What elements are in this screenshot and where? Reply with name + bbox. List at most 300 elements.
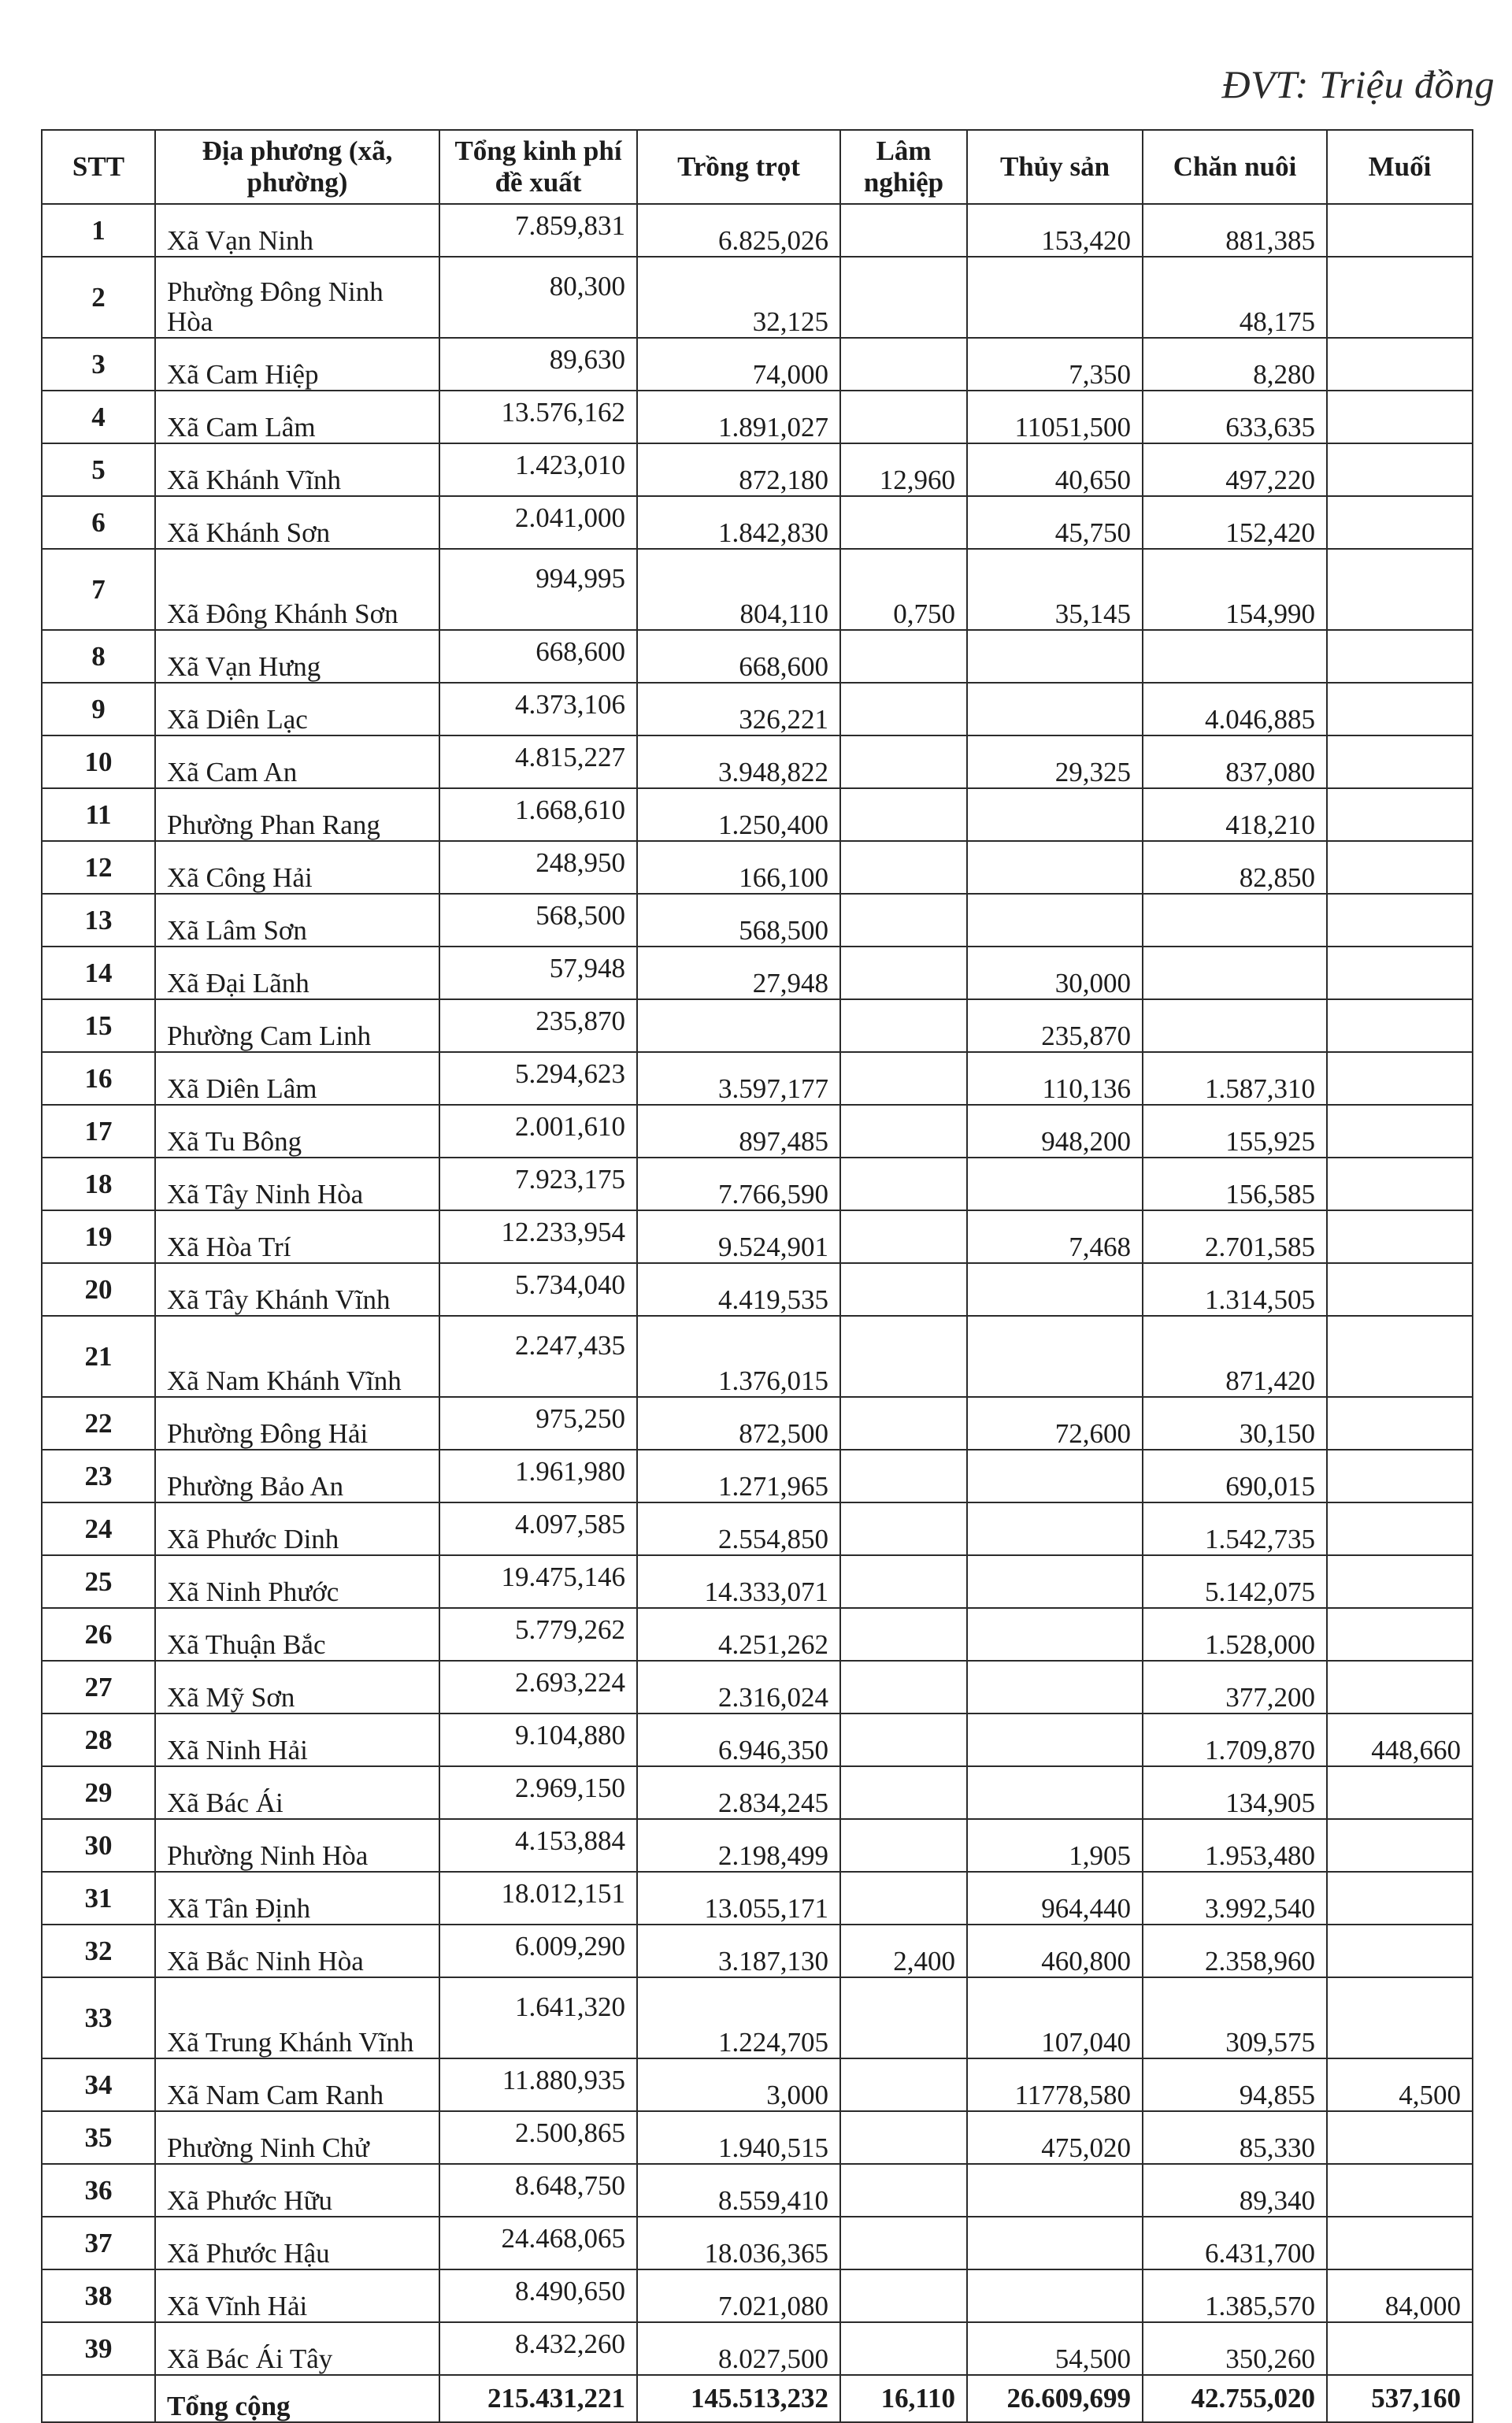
row-locality: Xã Tu Bông	[155, 1105, 439, 1158]
row-livestock	[1143, 894, 1327, 947]
row-aquaculture: 29,325	[967, 735, 1143, 788]
row-locality: Xã Diên Lâm	[155, 1052, 439, 1105]
row-total-proposed: 568,500	[439, 894, 637, 947]
row-locality: Xã Thuận Bắc	[155, 1608, 439, 1661]
row-salt	[1327, 1502, 1473, 1555]
row-total-proposed: 7.859,831	[439, 204, 637, 257]
row-livestock: 155,925	[1143, 1105, 1327, 1158]
row-stt: 24	[42, 1502, 155, 1555]
row-stt: 37	[42, 2217, 155, 2269]
row-total-proposed: 80,300	[439, 257, 637, 338]
row-crops: 8.027,500	[637, 2322, 840, 2375]
table-row	[42, 1210, 1473, 1263]
row-forestry	[840, 1105, 967, 1158]
table-row	[42, 204, 1473, 257]
row-crops: 1.250,400	[637, 788, 840, 841]
row-forestry	[840, 1977, 967, 2058]
table-row	[42, 947, 1473, 999]
row-aquaculture: 235,870	[967, 999, 1143, 1052]
row-stt: 16	[42, 1052, 155, 1105]
table-row	[42, 841, 1473, 894]
total-stt	[42, 2375, 155, 2422]
row-total-proposed: 994,995	[439, 549, 637, 630]
row-livestock: 1.542,735	[1143, 1502, 1327, 1555]
row-locality: Phường Cam Linh	[155, 999, 439, 1052]
header-locality: Địa phương (xã, phường)	[155, 130, 439, 204]
row-livestock: 2.701,585	[1143, 1210, 1327, 1263]
row-locality: Xã Ninh Hải	[155, 1714, 439, 1766]
row-total-proposed: 5.294,623	[439, 1052, 637, 1105]
row-total-proposed: 1.668,610	[439, 788, 637, 841]
row-total-proposed: 248,950	[439, 841, 637, 894]
row-forestry	[840, 1661, 967, 1714]
row-salt	[1327, 1397, 1473, 1450]
row-total-proposed: 24.468,065	[439, 2217, 637, 2269]
row-stt: 35	[42, 2111, 155, 2164]
row-total-proposed: 1.423,010	[439, 443, 637, 496]
table-row	[42, 1819, 1473, 1872]
total-row	[42, 2375, 1473, 2422]
row-livestock: 881,385	[1143, 204, 1327, 257]
row-locality: Xã Diên Lạc	[155, 683, 439, 735]
row-forestry	[840, 683, 967, 735]
row-total-proposed: 8.432,260	[439, 2322, 637, 2375]
row-livestock: 4.046,885	[1143, 683, 1327, 735]
table-row	[42, 1263, 1473, 1316]
row-crops: 4.419,535	[637, 1263, 840, 1316]
row-forestry	[840, 1766, 967, 1819]
row-crops: 3.597,177	[637, 1052, 840, 1105]
row-forestry	[840, 1158, 967, 1210]
row-salt	[1327, 1872, 1473, 1925]
row-total-proposed: 5.779,262	[439, 1608, 637, 1661]
row-aquaculture: 11051,500	[967, 391, 1143, 443]
row-total-proposed: 2.500,865	[439, 2111, 637, 2164]
row-stt: 32	[42, 1925, 155, 1977]
row-stt: 38	[42, 2269, 155, 2322]
row-total-proposed: 668,600	[439, 630, 637, 683]
row-salt	[1327, 999, 1473, 1052]
row-livestock: 3.992,540	[1143, 1872, 1327, 1925]
row-salt	[1327, 2111, 1473, 2164]
row-forestry	[840, 999, 967, 1052]
row-salt	[1327, 1316, 1473, 1397]
row-locality: Xã Bác Ái	[155, 1766, 439, 1819]
row-livestock: 82,850	[1143, 841, 1327, 894]
row-locality: Phường Đông Hải	[155, 1397, 439, 1450]
row-stt: 17	[42, 1105, 155, 1158]
row-total-proposed: 89,630	[439, 338, 637, 391]
row-total-proposed: 8.648,750	[439, 2164, 637, 2217]
row-forestry	[840, 630, 967, 683]
row-locality: Xã Vạn Ninh	[155, 204, 439, 257]
row-salt	[1327, 1925, 1473, 1977]
row-stt: 22	[42, 1397, 155, 1450]
row-aquaculture: 964,440	[967, 1872, 1143, 1925]
row-livestock: 1.587,310	[1143, 1052, 1327, 1105]
row-aquaculture: 45,750	[967, 496, 1143, 549]
table-row	[42, 338, 1473, 391]
row-aquaculture	[967, 1263, 1143, 1316]
row-salt	[1327, 1450, 1473, 1502]
row-locality: Xã Lâm Sơn	[155, 894, 439, 947]
row-locality: Xã Tân Định	[155, 1872, 439, 1925]
row-aquaculture: 7,468	[967, 1210, 1143, 1263]
row-forestry	[840, 1714, 967, 1766]
row-stt: 31	[42, 1872, 155, 1925]
row-locality: Phường Phan Rang	[155, 788, 439, 841]
row-forestry	[840, 1397, 967, 1450]
row-livestock: 633,635	[1143, 391, 1327, 443]
row-stt: 15	[42, 999, 155, 1052]
row-aquaculture	[967, 1555, 1143, 1608]
row-aquaculture	[967, 1502, 1143, 1555]
row-locality: Xã Trung Khánh Vĩnh	[155, 1977, 439, 2058]
row-stt: 8	[42, 630, 155, 683]
row-aquaculture	[967, 257, 1143, 338]
row-salt	[1327, 1819, 1473, 1872]
row-total-proposed: 12.233,954	[439, 1210, 637, 1263]
row-total-proposed: 6.009,290	[439, 1925, 637, 1977]
table-row	[42, 2058, 1473, 2111]
row-stt: 36	[42, 2164, 155, 2217]
row-crops: 1.224,705	[637, 1977, 840, 2058]
row-locality: Xã Phước Dinh	[155, 1502, 439, 1555]
row-crops: 9.524,901	[637, 1210, 840, 1263]
row-aquaculture	[967, 1766, 1143, 1819]
row-aquaculture: 7,350	[967, 338, 1143, 391]
table-row	[42, 257, 1473, 338]
table-row	[42, 630, 1473, 683]
table-row	[42, 683, 1473, 735]
table-row	[42, 549, 1473, 630]
row-crops: 3,000	[637, 2058, 840, 2111]
table-row	[42, 1555, 1473, 1608]
row-aquaculture: 54,500	[967, 2322, 1143, 2375]
row-livestock: 30,150	[1143, 1397, 1327, 1450]
row-salt	[1327, 1766, 1473, 1819]
table-row	[42, 1925, 1473, 1977]
row-crops: 872,180	[637, 443, 840, 496]
row-locality: Xã Mỹ Sơn	[155, 1661, 439, 1714]
row-stt: 1	[42, 204, 155, 257]
row-livestock	[1143, 999, 1327, 1052]
row-stt: 5	[42, 443, 155, 496]
row-crops: 32,125	[637, 257, 840, 338]
row-salt: 448,660	[1327, 1714, 1473, 1766]
row-aquaculture: 72,600	[967, 1397, 1143, 1450]
table-row	[42, 1502, 1473, 1555]
table-row	[42, 1608, 1473, 1661]
row-aquaculture: 1,905	[967, 1819, 1143, 1872]
table-row	[42, 788, 1473, 841]
row-salt	[1327, 257, 1473, 338]
row-crops: 74,000	[637, 338, 840, 391]
row-locality: Xã Đông Khánh Sơn	[155, 549, 439, 630]
row-salt	[1327, 496, 1473, 549]
row-stt: 23	[42, 1450, 155, 1502]
row-livestock: 89,340	[1143, 2164, 1327, 2217]
row-stt: 2	[42, 257, 155, 338]
row-crops: 668,600	[637, 630, 840, 683]
row-aquaculture	[967, 894, 1143, 947]
table-row	[42, 1872, 1473, 1925]
row-forestry	[840, 1210, 967, 1263]
row-salt	[1327, 947, 1473, 999]
row-stt: 6	[42, 496, 155, 549]
row-total-proposed: 9.104,880	[439, 1714, 637, 1766]
row-stt: 11	[42, 788, 155, 841]
row-livestock: 134,905	[1143, 1766, 1327, 1819]
row-livestock: 152,420	[1143, 496, 1327, 549]
row-locality: Phường Đông Ninh Hòa	[155, 257, 439, 338]
row-aquaculture	[967, 1316, 1143, 1397]
row-aquaculture: 153,420	[967, 204, 1143, 257]
row-forestry	[840, 1316, 967, 1397]
row-aquaculture: 30,000	[967, 947, 1143, 999]
row-forestry: 0,750	[840, 549, 967, 630]
row-locality: Xã Khánh Vĩnh	[155, 443, 439, 496]
row-total-proposed: 4.815,227	[439, 735, 637, 788]
row-forestry	[840, 1502, 967, 1555]
unit-label: ĐVT: Triệu đồng	[1221, 62, 1495, 106]
row-stt: 39	[42, 2322, 155, 2375]
row-stt: 14	[42, 947, 155, 999]
row-stt: 26	[42, 1608, 155, 1661]
row-crops: 166,100	[637, 841, 840, 894]
row-crops: 326,221	[637, 683, 840, 735]
row-aquaculture	[967, 683, 1143, 735]
header-aquaculture: Thủy sản	[967, 130, 1143, 204]
row-stt: 28	[42, 1714, 155, 1766]
row-livestock: 1.528,000	[1143, 1608, 1327, 1661]
row-total-proposed: 2.969,150	[439, 1766, 637, 1819]
total-salt: 537,160	[1327, 2375, 1473, 2422]
row-crops: 6.825,026	[637, 204, 840, 257]
row-locality: Xã Đại Lãnh	[155, 947, 439, 999]
row-stt: 7	[42, 549, 155, 630]
row-forestry	[840, 496, 967, 549]
row-crops: 13.055,171	[637, 1872, 840, 1925]
row-stt: 12	[42, 841, 155, 894]
row-stt: 29	[42, 1766, 155, 1819]
row-livestock	[1143, 630, 1327, 683]
row-stt: 10	[42, 735, 155, 788]
row-forestry: 12,960	[840, 443, 967, 496]
table-row	[42, 2322, 1473, 2375]
row-livestock: 377,200	[1143, 1661, 1327, 1714]
row-total-proposed: 4.373,106	[439, 683, 637, 735]
row-aquaculture: 110,136	[967, 1052, 1143, 1105]
row-locality: Xã Cam Hiệp	[155, 338, 439, 391]
row-salt: 84,000	[1327, 2269, 1473, 2322]
row-salt	[1327, 735, 1473, 788]
row-stt: 30	[42, 1819, 155, 1872]
table-row	[42, 894, 1473, 947]
row-forestry	[840, 1872, 967, 1925]
row-aquaculture: 11778,580	[967, 2058, 1143, 2111]
row-livestock: 871,420	[1143, 1316, 1327, 1397]
row-salt	[1327, 1608, 1473, 1661]
row-total-proposed: 8.490,650	[439, 2269, 637, 2322]
row-forestry	[840, 841, 967, 894]
row-total-proposed: 11.880,935	[439, 2058, 637, 2111]
row-crops: 7.766,590	[637, 1158, 840, 1210]
row-livestock: 5.142,075	[1143, 1555, 1327, 1608]
row-total-proposed: 235,870	[439, 999, 637, 1052]
row-stt: 19	[42, 1210, 155, 1263]
row-crops: 7.021,080	[637, 2269, 840, 2322]
row-locality: Xã Hòa Trí	[155, 1210, 439, 1263]
row-locality: Xã Ninh Phước	[155, 1555, 439, 1608]
row-aquaculture	[967, 1608, 1143, 1661]
row-crops: 2.316,024	[637, 1661, 840, 1714]
row-aquaculture	[967, 1158, 1143, 1210]
row-salt	[1327, 788, 1473, 841]
table-row	[42, 2164, 1473, 2217]
row-salt	[1327, 1977, 1473, 2058]
table-row	[42, 1316, 1473, 1397]
row-salt: 4,500	[1327, 2058, 1473, 2111]
row-crops: 3.187,130	[637, 1925, 840, 1977]
row-aquaculture	[967, 1450, 1143, 1502]
row-total-proposed: 2.247,435	[439, 1316, 637, 1397]
row-aquaculture	[967, 630, 1143, 683]
row-aquaculture	[967, 1661, 1143, 1714]
row-livestock: 350,260	[1143, 2322, 1327, 2375]
row-forestry	[840, 2164, 967, 2217]
table-row	[42, 1105, 1473, 1158]
row-livestock: 94,855	[1143, 2058, 1327, 2111]
row-locality: Xã Cam Lâm	[155, 391, 439, 443]
row-forestry	[840, 1819, 967, 1872]
row-salt	[1327, 894, 1473, 947]
row-locality: Xã Phước Hậu	[155, 2217, 439, 2269]
row-crops: 6.946,350	[637, 1714, 840, 1766]
row-salt	[1327, 1158, 1473, 1210]
row-locality: Xã Bác Ái Tây	[155, 2322, 439, 2375]
row-livestock: 1.385,570	[1143, 2269, 1327, 2322]
row-livestock: 418,210	[1143, 788, 1327, 841]
row-forestry: 2,400	[840, 1925, 967, 1977]
row-crops: 27,948	[637, 947, 840, 999]
row-livestock: 497,220	[1143, 443, 1327, 496]
table-row	[42, 496, 1473, 549]
row-locality: Xã Bắc Ninh Hòa	[155, 1925, 439, 1977]
row-locality: Xã Nam Khánh Vĩnh	[155, 1316, 439, 1397]
row-forestry	[840, 2058, 967, 2111]
row-salt	[1327, 2322, 1473, 2375]
row-forestry	[840, 1608, 967, 1661]
table-row	[42, 2217, 1473, 2269]
row-crops: 8.559,410	[637, 2164, 840, 2217]
row-locality: Xã Phước Hữu	[155, 2164, 439, 2217]
row-stt: 3	[42, 338, 155, 391]
row-crops: 18.036,365	[637, 2217, 840, 2269]
table-row	[42, 999, 1473, 1052]
row-forestry	[840, 1450, 967, 1502]
row-total-proposed: 18.012,151	[439, 1872, 637, 1925]
row-crops: 1.940,515	[637, 2111, 840, 2164]
row-aquaculture: 40,650	[967, 443, 1143, 496]
row-stt: 34	[42, 2058, 155, 2111]
row-crops	[637, 999, 840, 1052]
table-row	[42, 1766, 1473, 1819]
row-stt: 25	[42, 1555, 155, 1608]
row-salt	[1327, 1052, 1473, 1105]
row-aquaculture: 475,020	[967, 2111, 1143, 2164]
row-locality: Xã Khánh Sơn	[155, 496, 439, 549]
row-livestock: 85,330	[1143, 2111, 1327, 2164]
row-crops: 2.834,245	[637, 1766, 840, 1819]
table-row	[42, 1052, 1473, 1105]
row-livestock: 154,990	[1143, 549, 1327, 630]
header-crops: Trồng trọt	[637, 130, 840, 204]
total-aquaculture: 26.609,699	[967, 2375, 1143, 2422]
row-crops: 897,485	[637, 1105, 840, 1158]
row-salt	[1327, 2164, 1473, 2217]
header-total-proposed: Tổng kinh phí đề xuất	[439, 130, 637, 204]
row-forestry	[840, 2217, 967, 2269]
row-crops: 2.198,499	[637, 1819, 840, 1872]
row-locality: Phường Ninh Chử	[155, 2111, 439, 2164]
row-total-proposed: 975,250	[439, 1397, 637, 1450]
table-row	[42, 443, 1473, 496]
row-forestry	[840, 1052, 967, 1105]
row-crops: 1.842,830	[637, 496, 840, 549]
table-row	[42, 735, 1473, 788]
row-livestock: 8,280	[1143, 338, 1327, 391]
row-livestock: 690,015	[1143, 1450, 1327, 1502]
header-forestry: Lâm nghiệp	[840, 130, 967, 204]
row-aquaculture: 460,800	[967, 1925, 1143, 1977]
row-forestry	[840, 947, 967, 999]
row-forestry	[840, 1555, 967, 1608]
row-crops: 804,110	[637, 549, 840, 630]
row-aquaculture	[967, 788, 1143, 841]
row-salt	[1327, 1661, 1473, 1714]
row-livestock: 1.314,505	[1143, 1263, 1327, 1316]
row-salt	[1327, 1210, 1473, 1263]
row-salt	[1327, 549, 1473, 630]
row-livestock: 2.358,960	[1143, 1925, 1327, 1977]
row-salt	[1327, 443, 1473, 496]
row-forestry	[840, 391, 967, 443]
row-total-proposed: 1.641,320	[439, 1977, 637, 2058]
row-crops: 3.948,822	[637, 735, 840, 788]
total-livestock: 42.755,020	[1143, 2375, 1327, 2422]
row-crops: 1.376,015	[637, 1316, 840, 1397]
header-salt: Muối	[1327, 130, 1473, 204]
table-row	[42, 1661, 1473, 1714]
table-row	[42, 1714, 1473, 1766]
row-crops: 2.554,850	[637, 1502, 840, 1555]
total-total-proposed: 215.431,221	[439, 2375, 637, 2422]
total-crops: 145.513,232	[637, 2375, 840, 2422]
row-aquaculture: 107,040	[967, 1977, 1143, 2058]
row-stt: 9	[42, 683, 155, 735]
table-row	[42, 1977, 1473, 2058]
row-forestry	[840, 788, 967, 841]
row-stt: 27	[42, 1661, 155, 1714]
row-total-proposed: 1.961,980	[439, 1450, 637, 1502]
row-locality: Xã Cam An	[155, 735, 439, 788]
row-livestock: 309,575	[1143, 1977, 1327, 2058]
row-total-proposed: 19.475,146	[439, 1555, 637, 1608]
table-row	[42, 1158, 1473, 1210]
row-locality: Xã Tây Khánh Vĩnh	[155, 1263, 439, 1316]
row-locality: Xã Vạn Hưng	[155, 630, 439, 683]
